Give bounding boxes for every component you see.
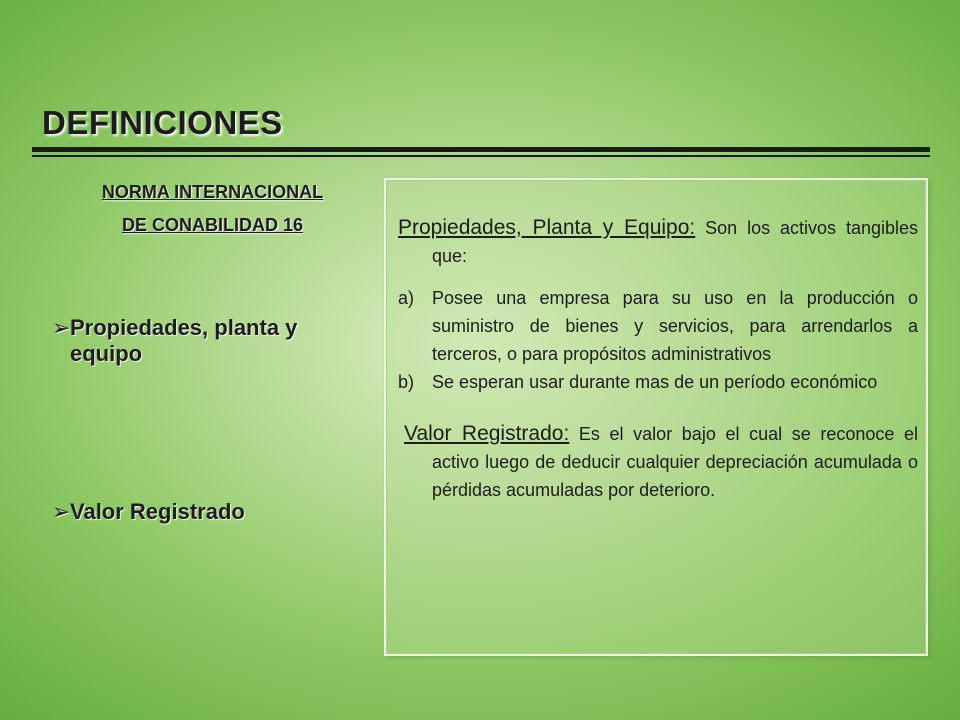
bullet-valor-registrado xyxy=(52,499,370,525)
definition-box xyxy=(384,178,928,656)
norma-heading xyxy=(40,176,385,242)
definition-box-text xyxy=(398,214,918,504)
list-item-label: a) xyxy=(398,288,415,308)
list-item-text: Posee una empresa para su uso en la producción o suministro de bienes y servicios, para arrendarlos a terceros, o para propósitos administrativos xyxy=(432,288,918,364)
vr-term: Valor Registrado: xyxy=(404,422,570,445)
vr-definition-text: Es el valor bajo el cual se reconoce el activo luego de deducir cualquier depreciación acumulada o pérdidas acumuladas por deterioro. xyxy=(432,424,918,500)
bullet-propiedades xyxy=(52,315,370,367)
title-rule-thin xyxy=(32,155,930,157)
list-item-text: Se esperan usar durante mas de un período económico xyxy=(432,372,878,392)
ppe-definition-text: Son los activos tangibles que: xyxy=(432,218,918,266)
bullet-propiedades-text: Propiedades, planta y equipo xyxy=(70,315,298,366)
list-item xyxy=(398,368,918,396)
norma-line-2: DE CONABILIDAD 16 xyxy=(121,215,304,235)
vr-definition xyxy=(398,420,918,504)
bullet-valor-registrado-text: Valor Registrado xyxy=(70,499,245,524)
slide-title: DEFINICIONES xyxy=(42,104,283,141)
ppe-term: Propiedades, Planta y Equipo: xyxy=(398,216,696,239)
arrowhead-bullet-icon: ➢ xyxy=(52,315,71,340)
arrowhead-bullet-icon: ➢ xyxy=(52,499,71,524)
ppe-definition xyxy=(398,214,918,270)
list-item xyxy=(398,284,918,368)
list-item-label: b) xyxy=(398,372,415,392)
title-rule-thick xyxy=(32,147,930,152)
norma-line-1: NORMA INTERNACIONAL xyxy=(101,182,324,202)
